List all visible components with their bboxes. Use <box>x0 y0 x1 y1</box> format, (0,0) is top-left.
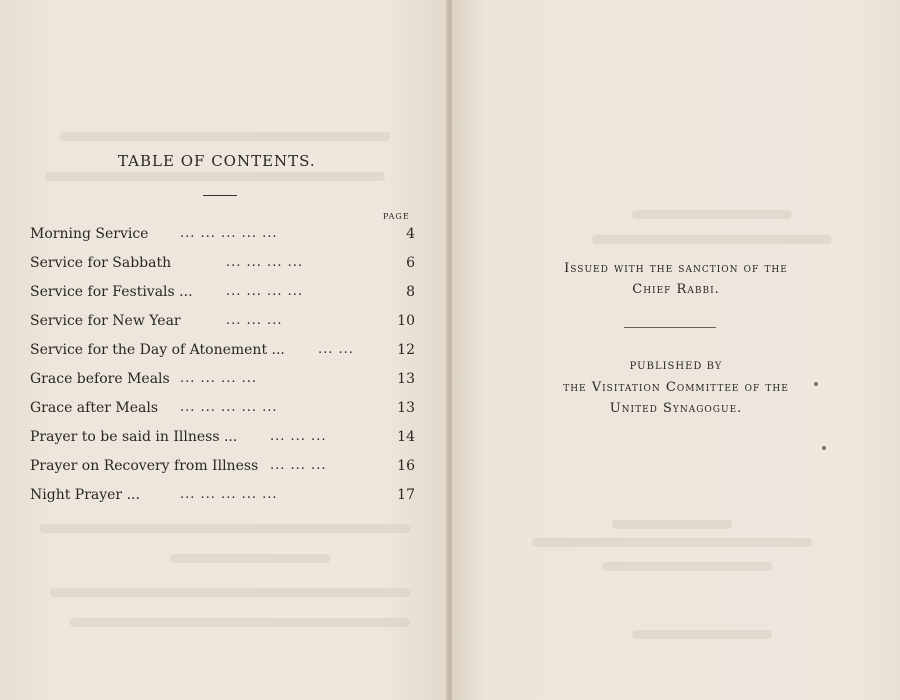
toc-entry-page: 10 <box>397 313 415 329</box>
toc-entry-page: 12 <box>397 342 415 358</box>
toc-entry-label: Night Prayer ... <box>30 487 140 503</box>
toc-leader-dots: ... ... ... ... ... <box>180 400 278 415</box>
publisher-line-1: the Visitation Committee of the <box>563 380 789 395</box>
toc-entry-page: 6 <box>406 255 415 271</box>
bleed-through-line <box>70 618 410 627</box>
toc-entry-page: 13 <box>397 371 415 387</box>
right-page <box>452 0 900 700</box>
published-by-label: PUBLISHED BY <box>629 361 723 372</box>
toc-entry <box>30 398 415 427</box>
toc-entry <box>30 456 415 485</box>
bleed-through-line <box>602 562 772 571</box>
toc-entry-page: 16 <box>397 458 415 474</box>
toc-entry-label: Grace after Meals <box>30 400 159 416</box>
toc-leader-dots: ... ... ... ... <box>226 284 303 299</box>
bleed-through-line <box>632 210 792 219</box>
toc-entry-page: 13 <box>397 400 415 416</box>
toc-entry <box>30 369 415 398</box>
bleed-through-line <box>40 524 410 533</box>
toc-entry-label: Service for the Day of Atonement ... <box>30 342 285 358</box>
toc-entry <box>30 253 415 282</box>
toc-entry-label: Service for New Year <box>30 313 181 329</box>
bleed-through-line <box>532 538 812 547</box>
toc-entry-page: 4 <box>406 226 415 242</box>
sanction-line-1: Issued with the sanction of the <box>564 261 788 276</box>
toc-entry-page: 14 <box>397 429 415 445</box>
page-column-header: PAGE <box>383 212 410 221</box>
toc-entry-page: 17 <box>397 487 415 503</box>
toc-entry-label: Prayer on Recovery from Illness <box>30 458 259 474</box>
toc-entry <box>30 282 415 311</box>
toc-list <box>30 224 415 514</box>
toc-entry <box>30 427 415 456</box>
bleed-through-line <box>50 588 410 597</box>
toc-leader-dots: ... ... ... <box>226 313 283 328</box>
left-page <box>0 0 448 700</box>
toc-entry-label: Service for Sabbath <box>30 255 172 271</box>
toc-leader-dots: ... ... ... ... <box>226 255 303 270</box>
toc-entry-label: Service for Festivals ... <box>30 284 193 300</box>
toc-leader-dots: ... ... ... ... ... <box>180 226 278 241</box>
toc-leader-dots: ... ... ... ... ... <box>180 487 278 502</box>
bleed-through-line <box>592 235 832 244</box>
toc-leader-dots: ... ... ... <box>270 429 327 444</box>
toc-leader-dots: ... ... ... <box>270 458 327 473</box>
publisher-block <box>452 356 900 419</box>
toc-title: TABLE OF CONTENTS. <box>118 152 316 170</box>
sanction-notice <box>452 258 900 300</box>
title-divider <box>203 195 237 196</box>
bleed-through-line <box>45 172 385 181</box>
toc-leader-dots: ... ... <box>318 342 354 357</box>
toc-entry <box>30 485 415 514</box>
bleed-through-line <box>170 554 330 563</box>
toc-entry <box>30 311 415 340</box>
toc-entry-page: 8 <box>406 284 415 300</box>
section-divider <box>624 327 716 328</box>
bleed-through-line <box>632 630 772 639</box>
toc-entry-label: Grace before Meals <box>30 371 170 387</box>
toc-entry-label: Morning Service <box>30 226 149 242</box>
sanction-line-2: Chief Rabbi. <box>632 282 720 297</box>
toc-entry <box>30 224 415 253</box>
bleed-through-line <box>60 132 390 141</box>
paper-speck <box>822 446 826 450</box>
bleed-through-line <box>612 520 732 529</box>
paper-speck <box>814 382 818 386</box>
toc-leader-dots: ... ... ... ... <box>180 371 257 386</box>
toc-entry-label: Prayer to be said in Illness ... <box>30 429 238 445</box>
publisher-line-2: United Synagogue. <box>609 401 743 416</box>
toc-entry <box>30 340 415 369</box>
